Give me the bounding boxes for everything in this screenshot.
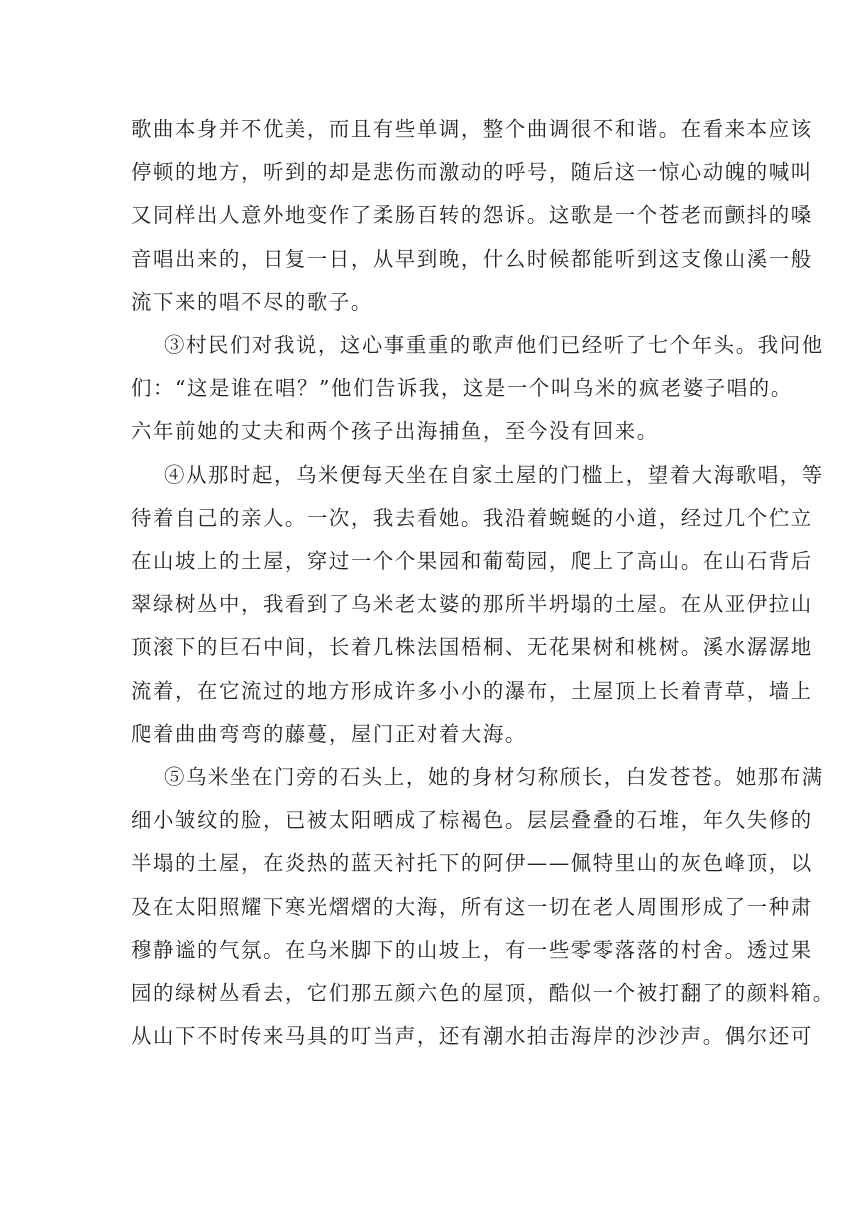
text-line: 们：“这是谁在唱？”他们告诉我，这是一个叫乌米的疯老婆子唱的。 xyxy=(131,376,793,401)
text-line: 待着自己的亲人。一次，我去看她。我沿着蜿蜒的小道，经过几个伫立 xyxy=(131,505,813,530)
text-line: 爬着曲曲弯弯的藤蔓，屋门正对着大海。 xyxy=(131,721,527,746)
text-line: 及在太阳照耀下寒光熠熠的大海，所有这一切在老人周围形成了一种肃 xyxy=(131,894,813,919)
text-line: 从山下不时传来马具的叮当声，还有潮水拍击海岸的沙沙声。偶尔还可 xyxy=(131,1024,813,1049)
text-line: ③村民们对我说，这心事重重的歌声他们已经听了七个年头。我问他 xyxy=(164,333,824,358)
text-line: 又同样出人意外地变作了柔肠百转的怨诉。这歌是一个苍老而颤抖的嗓 xyxy=(131,203,813,228)
paragraph-4 xyxy=(131,454,824,756)
paragraph-5 xyxy=(131,756,835,1058)
text-line: ⑤乌米坐在门旁的石头上，她的身材匀称颀长，白发苍苍。她那布满 xyxy=(164,765,824,790)
text-line: 园的绿树丛看去，它们那五颜六色的屋顶，酷似一个被打翻了的颜料箱。 xyxy=(131,981,835,1006)
text-line: 音唱出来的，日复一日，从早到晚，什么时候都能听到这支像山溪一般 xyxy=(131,246,813,271)
text-line: 穆静谧的气氛。在乌米脚下的山坡上，有一些零零落落的村舍。透过果 xyxy=(131,937,813,962)
text-line: 半塌的土屋，在炎热的蓝天衬托下的阿伊——佩特里山的灰色峰顶，以 xyxy=(131,851,813,876)
text-line: ④从那时起，乌米便每天坐在自家土屋的门槛上，望着大海歌唱，等 xyxy=(164,462,824,487)
text-line: 流着，在它流过的地方形成许多小小的瀑布，土屋顶上长着青草，墙上 xyxy=(131,678,813,703)
text-line: 停顿的地方，听到的却是悲伤而激动的呼号，随后这一惊心动魄的喊叫 xyxy=(131,160,813,185)
paragraph-2-continued xyxy=(131,108,813,324)
paragraph-3 xyxy=(131,324,824,454)
text-line: 细小皱纹的脸，已被太阳晒成了棕褐色。层层叠叠的石堆，年久失修的 xyxy=(131,808,813,833)
document-body xyxy=(131,108,835,1058)
text-line: 六年前她的丈夫和两个孩子出海捕鱼，至今没有回来。 xyxy=(131,419,659,444)
text-line: 流下来的唱不尽的歌子。 xyxy=(131,289,373,314)
text-line: 歌曲本身并不优美，而且有些单调，整个曲调很不和谐。在看来本应该 xyxy=(131,117,813,141)
text-line: 翠绿树丛中，我看到了乌米老太婆的那所半坍塌的土屋。在从亚伊拉山 xyxy=(131,592,813,617)
text-line: 在山坡上的土屋，穿过一个个果园和葡萄园，爬上了高山。在山石背后 xyxy=(131,549,813,574)
text-line: 顶滚下的巨石中间，长着几株法国梧桐、无花果树和桃树。溪水潺潺地 xyxy=(131,635,813,660)
